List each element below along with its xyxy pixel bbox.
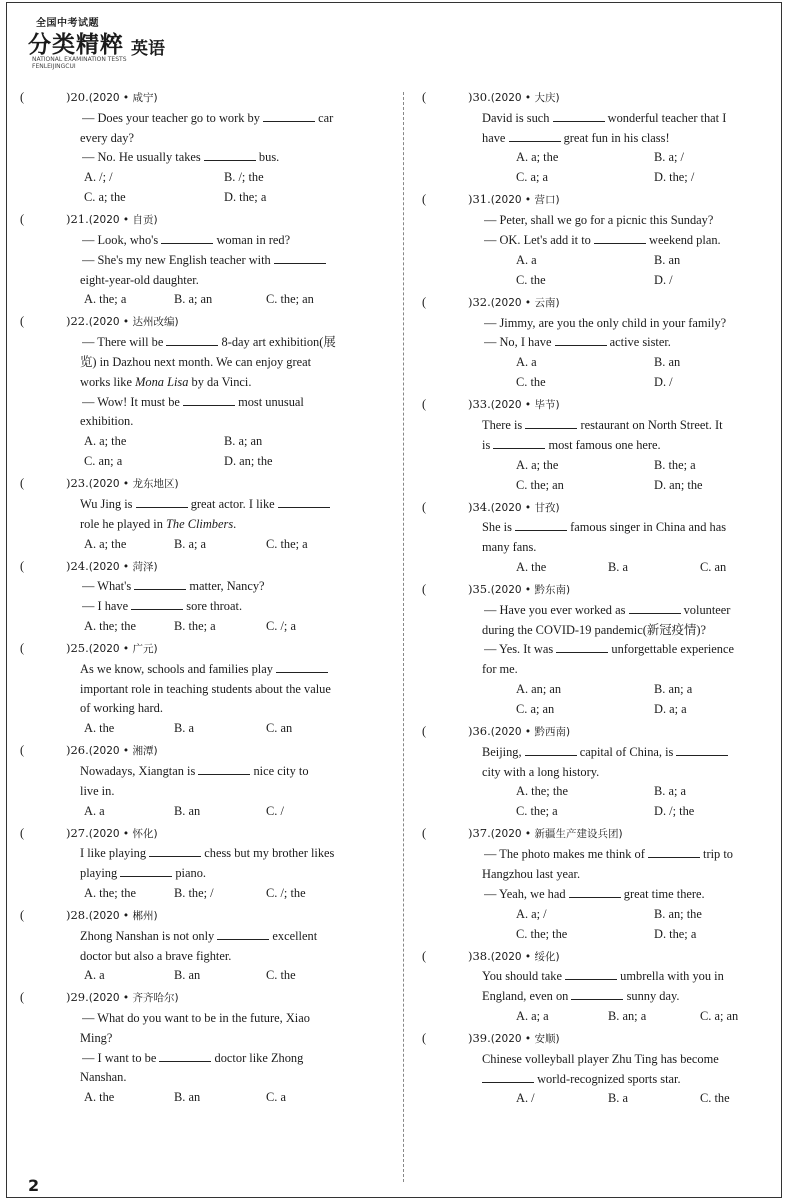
question-text-line: role he played in The Climbers. [80, 516, 237, 531]
answer-paren[interactable]: ( [422, 499, 427, 514]
question-item [418, 293, 776, 393]
option-choice: B. an [174, 1090, 201, 1105]
option-choice: C. the; a [516, 804, 558, 819]
question-text-line: — Look, who's woman in red? [82, 232, 291, 247]
answer-blank [131, 597, 183, 610]
question-item [16, 824, 396, 904]
question-header [16, 988, 396, 1009]
question-text-line: playing piano. [80, 866, 206, 881]
option-choice: A. the [84, 1090, 115, 1105]
answer-blank [555, 333, 607, 346]
question-item [16, 312, 396, 472]
question-item [418, 1029, 776, 1109]
question-number: )29. [66, 990, 89, 1005]
options-row [482, 353, 776, 373]
question-source: (2020 • 湘潭) [88, 745, 158, 758]
question-item [418, 190, 776, 290]
answer-paren[interactable]: ( [20, 212, 25, 227]
question-text-line: Zhong Nanshan is not only excellent [80, 928, 318, 943]
answer-blank [198, 762, 250, 775]
question-text-line: is most famous one here. [482, 437, 661, 452]
header-subtitle [32, 56, 132, 70]
question-header [16, 474, 396, 495]
option-choice: C. the; an [266, 292, 314, 307]
question-header [418, 395, 776, 416]
question-number: )27. [66, 825, 89, 840]
question-text-line: There is restaurant on North Street. It [482, 417, 723, 432]
question-number: )34. [468, 499, 491, 514]
answer-paren[interactable]: ( [422, 294, 427, 309]
answer-blank [594, 231, 646, 244]
option-choice: A. a [84, 968, 105, 983]
option-choice: A. a [516, 252, 537, 267]
question-source: (2020 • 新疆生产建设兵团) [490, 828, 623, 841]
question-source: (2020 • 云南) [490, 296, 560, 309]
question-text-line: Wu Jing is great actor. I like [80, 495, 396, 515]
question-text-line: — What do you want to be in the future, Xiao [82, 1011, 310, 1026]
answer-blank [263, 109, 315, 122]
option-choice: C. a; a [516, 170, 548, 185]
option-choice: B. a; an [174, 292, 213, 307]
option-choice: D. / [654, 375, 673, 390]
option-choice: B. an; a [654, 681, 693, 696]
options-row [482, 1007, 776, 1027]
answer-blank [134, 577, 186, 590]
option-choice: D. an; the [654, 477, 703, 492]
question-source: (2020 • 齐齐哈尔) [88, 992, 179, 1005]
question-text-line: You should take umbrella with you in [482, 969, 724, 984]
answer-blank [136, 495, 188, 508]
question-text-line: — Does your teacher go to work by car [82, 110, 334, 125]
answer-blank [278, 495, 330, 508]
question-number: )21. [66, 212, 89, 227]
question-header [418, 580, 776, 601]
option-choice: D. the; a [654, 926, 697, 941]
header-sub-line2: FENLEIJINGCUI [32, 63, 76, 70]
answer-paren[interactable]: ( [20, 314, 25, 329]
option-choice: B. a; an [224, 434, 263, 449]
question-text-line: — What's matter, Nancy? [82, 579, 265, 594]
question-number: )35. [468, 581, 491, 596]
header-subject: 英语 [131, 39, 165, 59]
options-row [80, 966, 396, 986]
answer-blank [120, 864, 172, 877]
option-choice: C. the; an [516, 477, 564, 492]
question-item [418, 722, 776, 822]
question-header [16, 312, 396, 333]
question-header [418, 88, 776, 109]
question-header [418, 1029, 776, 1050]
option-choice: A. the; the [84, 618, 136, 633]
question-item [16, 988, 396, 1108]
question-header [418, 498, 776, 519]
question-text-line: Ming? [80, 1030, 113, 1045]
option-choice: B. a [608, 1091, 628, 1106]
question-text-line: every day? [80, 130, 135, 145]
question-text-line: — She's my new English teacher with [82, 251, 398, 271]
options-row [482, 782, 776, 802]
question-source: (2020 • 黔西南) [490, 725, 571, 738]
question-text-line: during the COVID-19 pandemic(新冠疫情)? [482, 622, 707, 637]
option-choice: D. /; the [654, 804, 695, 819]
question-item [16, 557, 396, 637]
option-choice: C. a; an [516, 701, 555, 716]
question-text-line: of working hard. [80, 701, 163, 716]
answer-blank [569, 885, 621, 898]
question-text-line: Beijing, capital of China, is [482, 743, 768, 763]
question-number: )26. [66, 743, 89, 758]
option-choice: A. the [84, 721, 115, 736]
options-row [482, 148, 776, 168]
options-row [80, 168, 396, 188]
question-item [16, 210, 396, 310]
question-number: )30. [468, 90, 491, 104]
options-row [482, 251, 776, 271]
answer-blank [493, 436, 545, 449]
italic-title: The Climbers [166, 516, 234, 531]
header-title: 分类精粹 [28, 31, 124, 58]
question-number: )24. [66, 558, 89, 573]
question-source: (2020 • 甘孜) [490, 501, 560, 514]
answer-paren[interactable]: ( [422, 581, 427, 596]
question-item [418, 395, 776, 495]
option-choice: B. a; a [654, 784, 686, 799]
question-text-line: live in. [80, 783, 115, 798]
question-text-line: Nanshan. [80, 1070, 127, 1085]
options-row [80, 452, 396, 472]
question-text-line: — Jimmy, are you the only child in your family? [484, 315, 727, 330]
answer-blank [204, 148, 256, 161]
answer-blank [676, 743, 728, 756]
answer-paren[interactable]: ( [422, 192, 427, 207]
question-text-line: doctor but also a brave fighter. [80, 948, 232, 963]
options-row [80, 535, 396, 555]
option-choice: A. an; an [516, 681, 562, 696]
answer-paren[interactable]: ( [422, 948, 427, 963]
question-text-line: I like playing chess but my brother likes [80, 846, 335, 861]
question-text-line: — Wow! It must be most unusual [82, 394, 304, 409]
question-number: )32. [468, 294, 491, 309]
option-choice: A. a; / [516, 906, 547, 921]
options-row [80, 884, 396, 904]
option-choice: A. a; the [516, 457, 559, 472]
option-choice: C. the; the [516, 926, 568, 941]
question-text-line: — Peter, shall we go for a picnic this Sunday? [484, 213, 714, 228]
option-choice: C. a; the [84, 190, 126, 205]
options-row [482, 271, 776, 291]
question-text-line: eight-year-old daughter. [80, 272, 199, 287]
options-row [80, 188, 396, 208]
option-choice: B. an [174, 968, 201, 983]
question-text-line: for me. [482, 662, 518, 677]
question-source: (2020 • 营口) [490, 194, 560, 207]
question-text-line: — No, I have active sister. [484, 335, 671, 350]
question-source: (2020 • 怀化) [88, 827, 158, 840]
answer-blank [556, 640, 608, 653]
options-row [80, 290, 396, 310]
answer-blank [565, 967, 617, 980]
option-choice: B. the; a [174, 618, 216, 633]
options-row [482, 558, 776, 578]
question-source: (2020 • 大庆) [490, 92, 560, 104]
question-item [16, 741, 396, 821]
page-header [16, 10, 336, 70]
question-text-line: exhibition. [80, 414, 134, 429]
question-text-line: city with a long history. [482, 764, 600, 779]
answer-blank [183, 393, 235, 406]
options-row [482, 925, 776, 945]
question-source: (2020 • 绥化) [490, 950, 560, 963]
option-choice: D. a; a [654, 701, 687, 716]
question-header [418, 947, 776, 968]
right-column [418, 88, 776, 1111]
option-choice: D. the; / [654, 170, 695, 185]
answer-blank [525, 416, 577, 429]
question-text-line: world-recognized sports star. [482, 1070, 768, 1090]
question-item [16, 88, 396, 208]
question-number: )31. [468, 192, 491, 207]
question-number: )36. [468, 723, 491, 738]
answer-blank [571, 987, 623, 1000]
option-choice: D. / [654, 272, 673, 287]
option-choice: A. a; a [516, 1008, 549, 1023]
option-choice: D. the; a [224, 190, 267, 205]
question-source: (2020 • 自贡) [88, 214, 158, 227]
option-choice: C. the; a [266, 536, 308, 551]
question-source: (2020 • 安顺) [490, 1032, 560, 1045]
options-row [482, 700, 776, 720]
option-choice: C. a; an [700, 1008, 739, 1023]
option-choice: B. an; a [608, 1008, 647, 1023]
option-choice: B. an [174, 803, 201, 818]
question-source: (2020 • 菏泽) [88, 560, 158, 573]
question-text-line: As we know, schools and families play [80, 660, 396, 680]
options-row [80, 432, 396, 452]
question-number: )25. [66, 640, 89, 655]
option-choice: B. a [608, 559, 628, 574]
question-text-line: many fans. [482, 540, 537, 555]
answer-paren[interactable]: ( [20, 476, 25, 491]
option-choice: C. /; a [266, 618, 296, 633]
question-text-line: David is such wonderful teacher that I [482, 110, 727, 125]
answer-blank [629, 601, 681, 614]
option-choice: A. a; the [516, 150, 559, 165]
question-source: (2020 • 郴州) [88, 909, 158, 922]
question-item [418, 88, 776, 188]
question-text-line: — I want to be doctor like Zhong [82, 1050, 304, 1065]
question-item [16, 474, 396, 554]
question-text-line: important role in teaching students about the value [80, 681, 331, 696]
option-choice: C. an; a [84, 454, 123, 469]
answer-paren[interactable]: ( [422, 723, 427, 738]
answer-blank [149, 844, 201, 857]
options-row [482, 168, 776, 188]
question-text-line: Chinese volleyball player Zhu Ting has become [482, 1051, 719, 1066]
option-choice: B. the; a [654, 457, 696, 472]
option-choice: C. / [266, 803, 284, 818]
question-number: )33. [468, 397, 491, 412]
question-item [16, 906, 396, 986]
question-header [16, 741, 396, 762]
option-choice: D. an; the [224, 454, 273, 469]
question-header [418, 190, 776, 211]
option-choice: A. the; the [84, 885, 136, 900]
option-choice: A. / [516, 1091, 535, 1106]
option-choice: B. a [174, 721, 194, 736]
answer-blank [166, 333, 218, 346]
page-number: 2 [28, 1176, 40, 1195]
question-number: )22. [66, 314, 89, 329]
answer-blank [217, 927, 269, 940]
question-item [418, 824, 776, 944]
question-item [418, 580, 776, 720]
question-source: (2020 • 毕节) [490, 399, 560, 412]
question-text-line: England, even on sunny day. [482, 989, 680, 1004]
option-choice: C. the [700, 1091, 730, 1106]
question-text-line: — Have you ever worked as volunteer [484, 602, 731, 617]
answer-blank [159, 1049, 211, 1062]
answer-paren[interactable]: ( [20, 825, 25, 840]
option-choice: C. a [266, 1090, 286, 1105]
question-source: (2020 • 黔东南) [490, 583, 571, 596]
option-choice: B. an [654, 355, 681, 370]
option-choice: B. an [654, 252, 681, 267]
answer-blank [515, 518, 567, 531]
option-choice: B. /; the [224, 170, 264, 185]
question-text-line: have great fun in his class! [482, 130, 670, 145]
answer-paren[interactable]: ( [20, 90, 25, 104]
question-text-line: 览) in Dazhou next month. We can enjoy great [80, 354, 312, 369]
question-source: (2020 • 广元) [88, 642, 158, 655]
question-text-line: — No. He usually takes bus. [82, 150, 280, 165]
options-row [80, 802, 396, 822]
option-choice: A. the; a [84, 292, 127, 307]
option-choice: C. the [516, 272, 546, 287]
answer-paren[interactable]: ( [20, 990, 25, 1005]
answer-blank [648, 845, 700, 858]
option-choice: C. the [266, 968, 296, 983]
answer-paren[interactable]: ( [20, 640, 25, 655]
question-number: )37. [468, 826, 491, 841]
answer-paren[interactable]: ( [20, 558, 25, 573]
options-row [80, 719, 396, 739]
answer-paren[interactable]: ( [422, 1030, 427, 1045]
option-choice: C. /; the [266, 885, 306, 900]
question-text-line: — The photo makes me think of trip to [484, 847, 733, 862]
question-text-line: Hangzhou last year. [482, 866, 581, 881]
question-header [16, 824, 396, 845]
option-choice: B. a; a [174, 536, 206, 551]
answer-paren[interactable]: ( [20, 907, 25, 922]
option-choice: A. the [516, 559, 547, 574]
question-number: )38. [468, 948, 491, 963]
question-header [418, 293, 776, 314]
options-row [482, 456, 776, 476]
question-header [16, 210, 396, 231]
question-number: )28. [66, 907, 89, 922]
header-sub-line1: NATIONAL EXAMINATION TESTS [32, 56, 127, 63]
column-divider [403, 92, 404, 1182]
italic-title: Mona Lisa [135, 374, 189, 389]
answer-paren[interactable]: ( [422, 90, 427, 104]
answer-blank [276, 660, 328, 673]
question-item [418, 947, 776, 1027]
question-header [418, 722, 776, 743]
option-choice: C. an [700, 559, 727, 574]
options-row [482, 680, 776, 700]
question-text-line: — I have sore throat. [82, 599, 243, 614]
option-choice: A. a [84, 803, 105, 818]
answer-paren[interactable]: ( [422, 826, 427, 841]
answer-blank [553, 109, 605, 122]
answer-blank [161, 231, 213, 244]
question-header [418, 824, 776, 845]
option-choice: A. a; the [84, 536, 127, 551]
option-choice: C. the [516, 375, 546, 390]
option-choice: A. a [516, 355, 537, 370]
question-header [16, 906, 396, 927]
question-header [16, 557, 396, 578]
question-text-line: She is famous singer in China and has [482, 520, 727, 535]
answer-paren[interactable]: ( [20, 743, 25, 758]
question-source: (2020 • 达州改编) [88, 316, 179, 329]
question-text-line: — Yeah, we had great time there. [484, 886, 705, 901]
answer-blank [482, 1070, 534, 1083]
header-top-label: 全国中考试题 [36, 18, 99, 29]
question-number: )39. [468, 1030, 491, 1045]
left-column [16, 88, 396, 1110]
question-source: (2020 • 龙东地区) [88, 478, 179, 491]
answer-blank [509, 129, 561, 142]
question-item [16, 639, 396, 739]
question-item [418, 498, 776, 578]
option-choice: A. a; the [84, 434, 127, 449]
question-number: )20. [66, 90, 89, 104]
option-choice: C. an [266, 721, 293, 736]
options-row [80, 1088, 396, 1108]
answer-blank [274, 251, 326, 264]
option-choice: B. the; / [174, 885, 214, 900]
answer-blank [525, 743, 577, 756]
question-text-line: Nowadays, Xiangtan is nice city to [80, 763, 309, 778]
option-choice: A. /; / [84, 170, 113, 185]
question-text-line: — Yes. It was unforgettable experience [484, 642, 734, 657]
question-number: )23. [66, 476, 89, 491]
options-row [482, 373, 776, 393]
option-choice: B. an; the [654, 906, 702, 921]
question-source: (2020 • 咸宁) [88, 92, 158, 104]
options-row [482, 476, 776, 496]
answer-paren[interactable]: ( [422, 397, 427, 412]
question-header [16, 88, 396, 109]
option-choice: A. the; the [516, 784, 568, 799]
options-row [482, 802, 776, 822]
options-row [80, 617, 396, 637]
options-row [482, 1089, 776, 1109]
question-header [16, 639, 396, 660]
option-choice: B. a; / [654, 150, 684, 165]
options-row [482, 905, 776, 925]
question-text-line: — OK. Let's add it to weekend plan. [484, 232, 721, 247]
question-text-line: — There will be 8-day art exhibition(展 [82, 335, 336, 350]
question-text-line: works like Mona Lisa by da Vinci. [80, 374, 252, 389]
